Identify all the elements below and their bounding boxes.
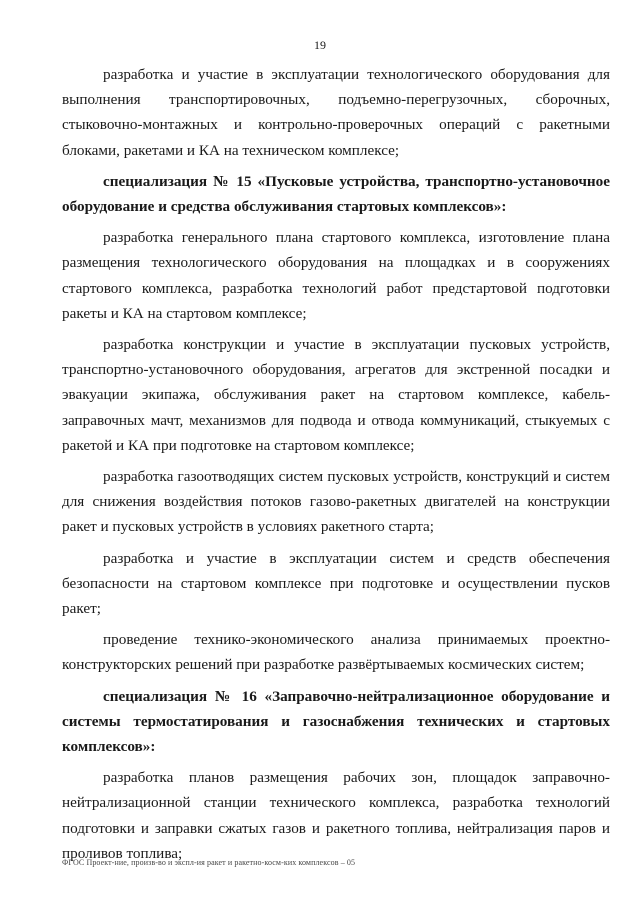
heading-specialization-15: специализация № 15 «Пусковые устройства, транспортно-установочное оборудование и средства обслуживания стартовых комплексов»:	[62, 172, 610, 216]
page-footer: ФГОС Проект-ние, произв-во и экспл-ия ракет и ракетно-косм-ких комплексов – 05	[62, 858, 356, 867]
body-text	[62, 62, 610, 866]
paragraph-fueling-station: разработка планов размещения рабочих зон, площадок заправочно-нейтрализационной станции технического комплекса, разработка технологий подготовки и заправки сжатых газов и ракетного топлива, нейтрализация паров и проливов топлива;	[62, 769, 610, 862]
paragraph-launcher-design: разработка конструкции и участие в эксплуатации пусковых устройств, транспортно-установочного оборудования, агрегатов для экстренной посадки и эвакуации экипажа, обслуживания ракет на стартовом комплексе, кабель-заправочных мачт, механизмов для подвода и отвода коммуникаций, стыкуемых с ракетой и КА при подготовке на стартовом комплексе;	[62, 336, 610, 454]
paragraph-economic-analysis: проведение технико-экономического анализа принимаемых проектно-конструкторских решений при разработке развёртываемых космических систем;	[62, 631, 610, 674]
page-number: 19	[314, 38, 326, 52]
paragraph-general-plan: разработка генерального плана стартового комплекса, изготовление плана размещения технологического оборудования на площадках и в сооружениях стартового комплекса, разработка технологий работ предстартовой подготовки ракеты и КА на стартовом комплексе;	[62, 229, 610, 322]
heading-specialization-16: специализация № 16 «Заправочно-нейтрализационное оборудование и системы термостатирования и газоснабжения технических и стартовых комплексов»:	[62, 687, 610, 756]
paragraph-operations-equipment: разработка и участие в эксплуатации технологического оборудования для выполнения транспортировочных, подъемно-перегрузочных, сборочных, стыковочно-монтажных и контрольно-проверочных операций с ракетными блоками, ракетами и КА на техническом комплексе;	[62, 66, 610, 159]
paragraph-gas-exhaust-systems: разработка газоотводящих систем пусковых устройств, конструкций и систем для снижения воздействия потоков газово-ракетных двигателей на конструкции ракет и пусковых устройств в условиях ракетного старта;	[62, 468, 610, 536]
paragraph-safety-systems: разработка и участие в эксплуатации систем и средств обеспечения безопасности на стартовом комплексе при подготовке и осуществлении пусков ракет;	[62, 549, 610, 618]
